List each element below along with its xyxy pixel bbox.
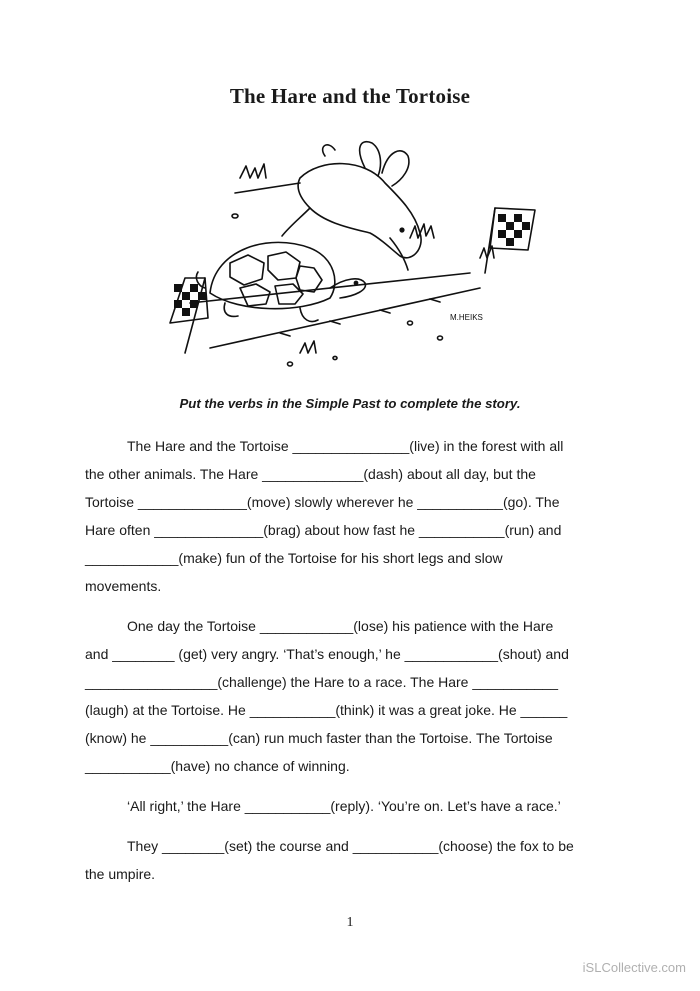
- hare-and-tortoise-illustration: [150, 138, 550, 388]
- text-line: movements.: [85, 578, 162, 594]
- text-line: _________________(challenge) the Hare to a race. The Hare ___________: [85, 674, 558, 690]
- story-paragraph-3: [85, 792, 615, 820]
- text-line: (know) he __________(can) run much faster than the Tortoise. The Tortoise: [85, 730, 553, 746]
- text-line: ___________(have) no chance of winning.: [85, 758, 350, 774]
- page-title: The Hare and the Tortoise: [229, 84, 471, 108]
- text-line: The Hare and the Tortoise _______________(live) in the forest with all: [127, 438, 564, 454]
- text-line: the umpire.: [85, 866, 156, 882]
- text-line: and ________ (get) very angry. ‘That’s enough,’ he ____________(shout) and: [85, 646, 569, 662]
- story-paragraph-4: [85, 832, 615, 888]
- text-line: Hare often ______________(brag) about how fast he ___________(run) and: [85, 522, 562, 538]
- text-line: They ________(set) the course and ___________(choose) the fox to be: [127, 838, 574, 854]
- text-line: (laugh) at the Tortoise. He ___________(think) it was a great joke. He ______: [85, 702, 568, 718]
- text-line: ‘All right,’ the Hare ___________(reply). ‘You’re on. Let’s have a race.’: [127, 798, 561, 814]
- text-line: the other animals. The Hare _____________(dash) about all day, but the: [85, 466, 536, 482]
- illustration-signature: M.HEIKS: [450, 313, 483, 322]
- text-line: ____________(make) fun of the Tortoise for his short legs and slow: [85, 550, 503, 566]
- text-line: Tortoise ______________(move) slowly wherever he ___________(go). The: [85, 494, 560, 510]
- page-number: 1: [346, 915, 354, 930]
- story-paragraph-2: [85, 612, 615, 780]
- exercise-instruction: Put the verbs in the Simple Past to complete the story.: [179, 396, 521, 411]
- watermark: iSLCollective.com: [582, 960, 686, 975]
- text-line: One day the Tortoise ____________(lose) his patience with the Hare: [127, 618, 554, 634]
- story-paragraph-1: [85, 432, 615, 600]
- story-text: [85, 432, 615, 900]
